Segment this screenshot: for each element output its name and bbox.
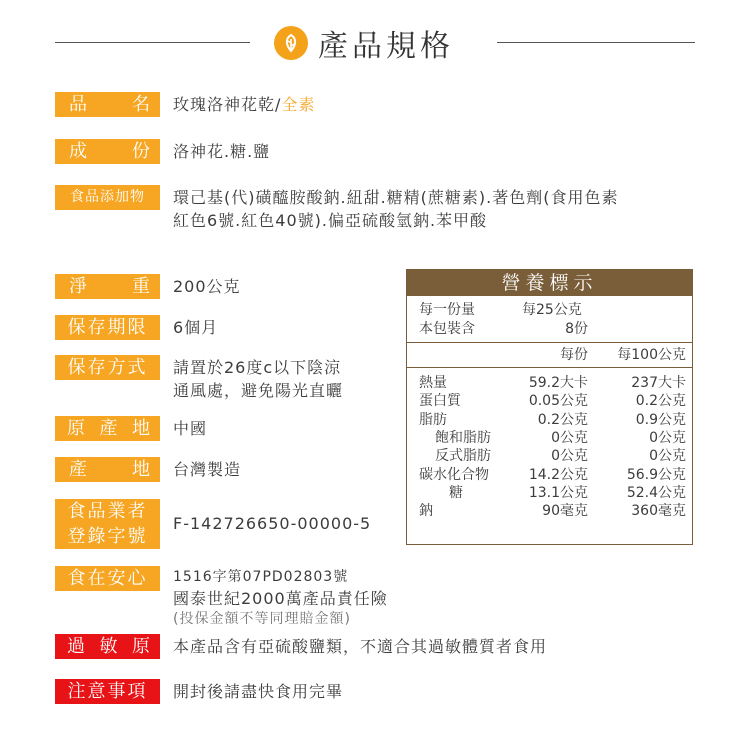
header-divider-right — [497, 42, 695, 43]
label-weight: 淨 重 — [55, 274, 160, 299]
nutrient-per-100g: 0公克 — [649, 448, 686, 465]
nutrient-per-100g: 0公克 — [649, 429, 686, 446]
value-ingredients: 洛神花.糖.鹽 — [173, 142, 271, 161]
label-storage: 保存方式 — [55, 355, 160, 380]
value-allergen: 本產品含有亞硫酸鹽類，不適合其過敏體質者食用 — [173, 637, 548, 656]
table-divider — [407, 342, 692, 343]
label-additives: 食品添加物 — [55, 185, 160, 210]
value-name: 玫瑰洛神花乾/全素 — [173, 95, 316, 114]
nutrient-per-100g: 0.2公克 — [635, 393, 686, 410]
vegan-tag: 全素 — [281, 95, 316, 114]
value-weight: 200公克 — [173, 277, 241, 296]
nutrient-per-100g: 56.9公克 — [626, 466, 686, 483]
label-registration: 食品業者 登錄字號 — [55, 499, 160, 549]
nutrient-per-serving: 13.1公克 — [528, 484, 588, 501]
col-header-per-100g: 每100公克 — [617, 347, 686, 363]
value-shelf-life: 6個月 — [173, 318, 219, 337]
nutrient-per-100g: 0.9公克 — [635, 411, 686, 428]
serving-size-value: 每25公克 — [522, 302, 582, 318]
label-name: 品 名 — [55, 92, 160, 117]
nutrient-name: 碳水化合物 — [419, 466, 489, 483]
table-divider — [407, 367, 692, 368]
nutrient-name: 脂肪 — [419, 411, 447, 428]
label-safety: 食在安心 — [55, 566, 160, 591]
nutrient-per-serving: 59.2大卡 — [528, 375, 588, 391]
label-allergen: 過 敏 原 — [55, 634, 160, 659]
servings-per-pack-label: 本包裝含 — [419, 321, 475, 337]
value-registration: F-142726650-00000-5 — [173, 514, 372, 533]
value-notice: 開封後請盡快食用完畢 — [173, 682, 344, 701]
label-origin: 原 產 地 — [55, 416, 160, 441]
value-safety: 1516字第07PD02803號 國泰世紀2000萬產品責任險 (投保金額不等同理賠金額) — [173, 569, 388, 627]
nutrient-per-serving: 90毫克 — [542, 503, 588, 520]
nutrient-per-serving: 0.05公克 — [528, 393, 588, 410]
label-shelf-life: 保存期限 — [55, 315, 160, 340]
label-ingredients: 成 份 — [55, 139, 160, 164]
nutrient-name: 蛋白質 — [419, 393, 461, 410]
nutrient-name: 糖 — [449, 484, 463, 501]
value-producer: 台灣製造 — [173, 460, 242, 479]
label-notice: 注意事項 — [55, 679, 160, 704]
nutrition-title: 營養標示 — [407, 270, 692, 296]
nutrient-per-serving: 14.2公克 — [528, 466, 588, 483]
nutrient-name: 飽和脂肪 — [435, 429, 491, 446]
value-origin: 中國 — [173, 419, 208, 438]
nutrient-name: 反式脂肪 — [435, 448, 491, 465]
nutrition-table — [406, 269, 693, 545]
nutrient-per-100g: 360毫克 — [631, 503, 686, 520]
nutrient-per-serving: 0公克 — [551, 448, 588, 465]
serving-size-label: 每一份量 — [419, 302, 475, 318]
nutrient-per-serving: 0公克 — [551, 429, 588, 446]
header-divider-left — [55, 42, 250, 43]
page-title: 產品規格 — [318, 29, 454, 64]
label-producer: 產 地 — [55, 457, 160, 482]
col-header-per-serving: 每份 — [560, 347, 588, 363]
nutrient-per-serving: 0.2公克 — [537, 411, 588, 428]
nutrient-per-100g: 237大卡 — [631, 375, 686, 391]
leaf-icon — [274, 26, 308, 60]
page-header — [0, 18, 750, 68]
nutrient-per-100g: 52.4公克 — [626, 484, 686, 501]
value-storage: 請置於26度c以下陰涼 通風處，避免陽光直曬 — [173, 358, 344, 400]
servings-per-pack-value: 8份 — [565, 321, 588, 337]
value-additives: 環己基(代)磺醯胺酸鈉.紐甜.糖精(蔗糖素).著色劑(食用色素 紅色6號.紅色40號).偏亞硫酸氫鈉.苯甲酸 — [173, 188, 619, 230]
nutrient-name: 熱量 — [419, 375, 447, 391]
nutrient-name: 鈉 — [419, 503, 433, 520]
